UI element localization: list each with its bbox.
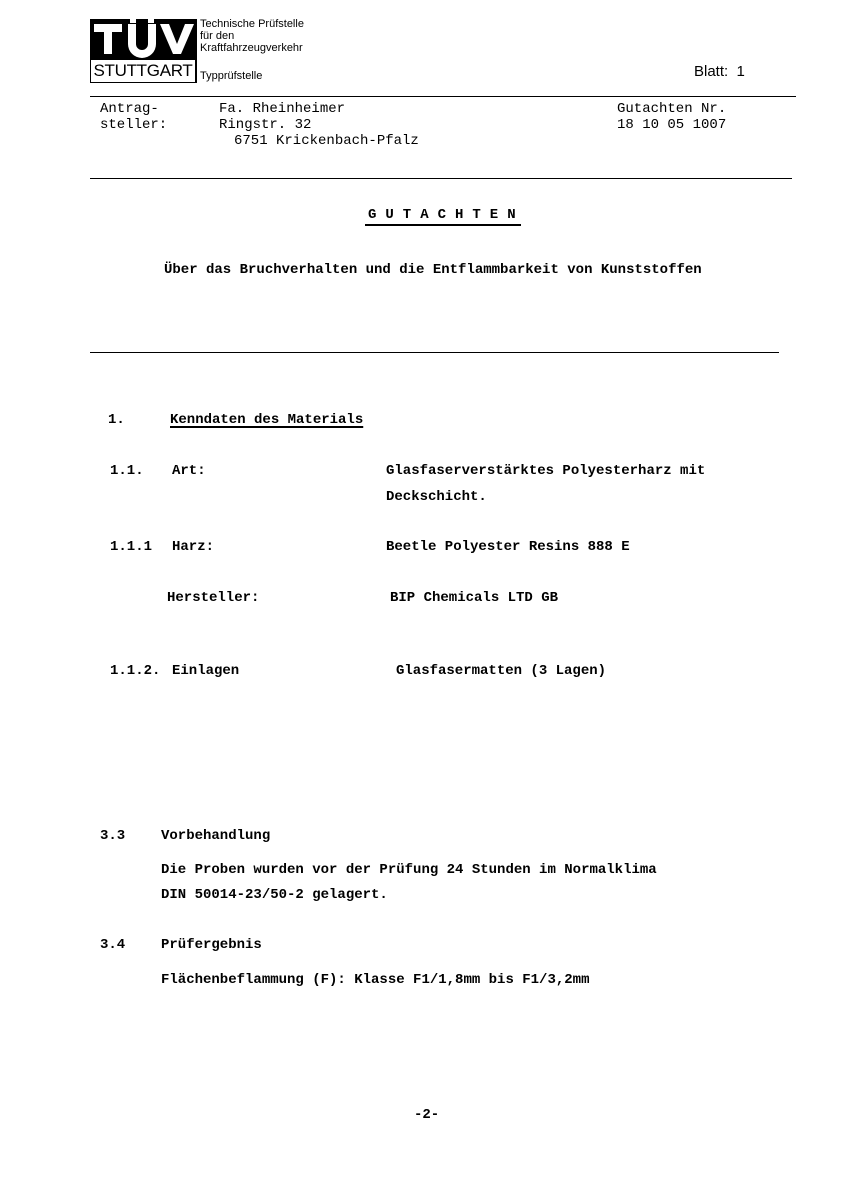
- section-3-4-title: Prüfergebnis: [161, 937, 262, 953]
- sheet-label-text: Blatt:: [694, 63, 729, 80]
- issuer-line-1: Technische Prüfstelle: [200, 18, 304, 30]
- applicant-label-1: Antrag-: [100, 101, 159, 117]
- manufacturer-value: BIP Chemicals LTD GB: [390, 590, 559, 606]
- applicant-city: 6751 Krickenbach-Pfalz: [234, 133, 419, 149]
- section-1-title: Kenndaten des Materials: [170, 412, 364, 428]
- issuer-department: Typprüfstelle: [200, 70, 263, 82]
- section-3-3-text-2: DIN 50014-23/50-2 gelagert.: [161, 887, 388, 903]
- section-3-3-text-1: Die Proben wurden vor der Prüfung 24 Stunden im Normalklima: [161, 862, 657, 878]
- manufacturer-label: Hersteller:: [167, 590, 260, 606]
- report-title-underline: [365, 224, 521, 226]
- section-1-1-number: 1.1.: [110, 463, 144, 479]
- applicant-rule: [90, 178, 792, 179]
- section-3-3-title: Vorbehandlung: [161, 828, 271, 844]
- section-1-number: 1.: [108, 412, 125, 428]
- applicant-street: Ringstr. 32: [219, 117, 312, 133]
- logo-divider: [196, 19, 197, 83]
- tuv-wordmark-icon: [90, 19, 196, 59]
- page-number: -2-: [414, 1107, 440, 1123]
- issuer-line-2: für den: [200, 30, 235, 42]
- section-1-1-1-label: Harz:: [172, 539, 215, 555]
- section-1-1-value-2: Deckschicht.: [386, 489, 487, 505]
- subject-rule: [90, 352, 779, 353]
- report-title: GUTACHTEN: [368, 207, 525, 223]
- tuv-logo-mark: [90, 19, 196, 59]
- section-3-3-number: 3.3: [100, 828, 126, 844]
- tuv-logo-city: STUTTGART: [90, 59, 196, 83]
- sheet-number: 1: [736, 63, 745, 80]
- report-number-label: Gutachten Nr.: [617, 101, 727, 117]
- issuer-line-3: Kraftfahrzeugverkehr: [200, 42, 303, 54]
- sheet-label: [694, 63, 745, 81]
- report-number: 18 10 05 1007: [617, 117, 727, 133]
- section-1-1-2-number: 1.1.2.: [110, 663, 161, 679]
- section-1-1-value-1: Glasfaserverstärktes Polyesterharz mit: [386, 463, 706, 479]
- section-3-4-result: Flächenbeflammung (F): Klasse F1/1,8mm bis F1/3,2mm: [161, 972, 590, 988]
- section-3-4-number: 3.4: [100, 937, 126, 953]
- section-1-1-1-number: 1.1.1: [110, 539, 153, 555]
- report-subject: Über das Bruchverhalten und die Entflammbarkeit von Kunststoffen: [164, 262, 702, 278]
- section-1-1-1-value: Beetle Polyester Resins 888 E: [386, 539, 630, 555]
- section-1-1-2-value: Glasfasermatten (3 Lagen): [396, 663, 607, 679]
- applicant-label-2: steller:: [100, 117, 168, 133]
- section-1-1-2-label: Einlagen: [172, 663, 240, 679]
- section-1-1-label: Art:: [172, 463, 206, 479]
- applicant-name: Fa. Rheinheimer: [219, 101, 346, 117]
- tuv-logo: [90, 19, 196, 83]
- header-rule: [90, 96, 796, 97]
